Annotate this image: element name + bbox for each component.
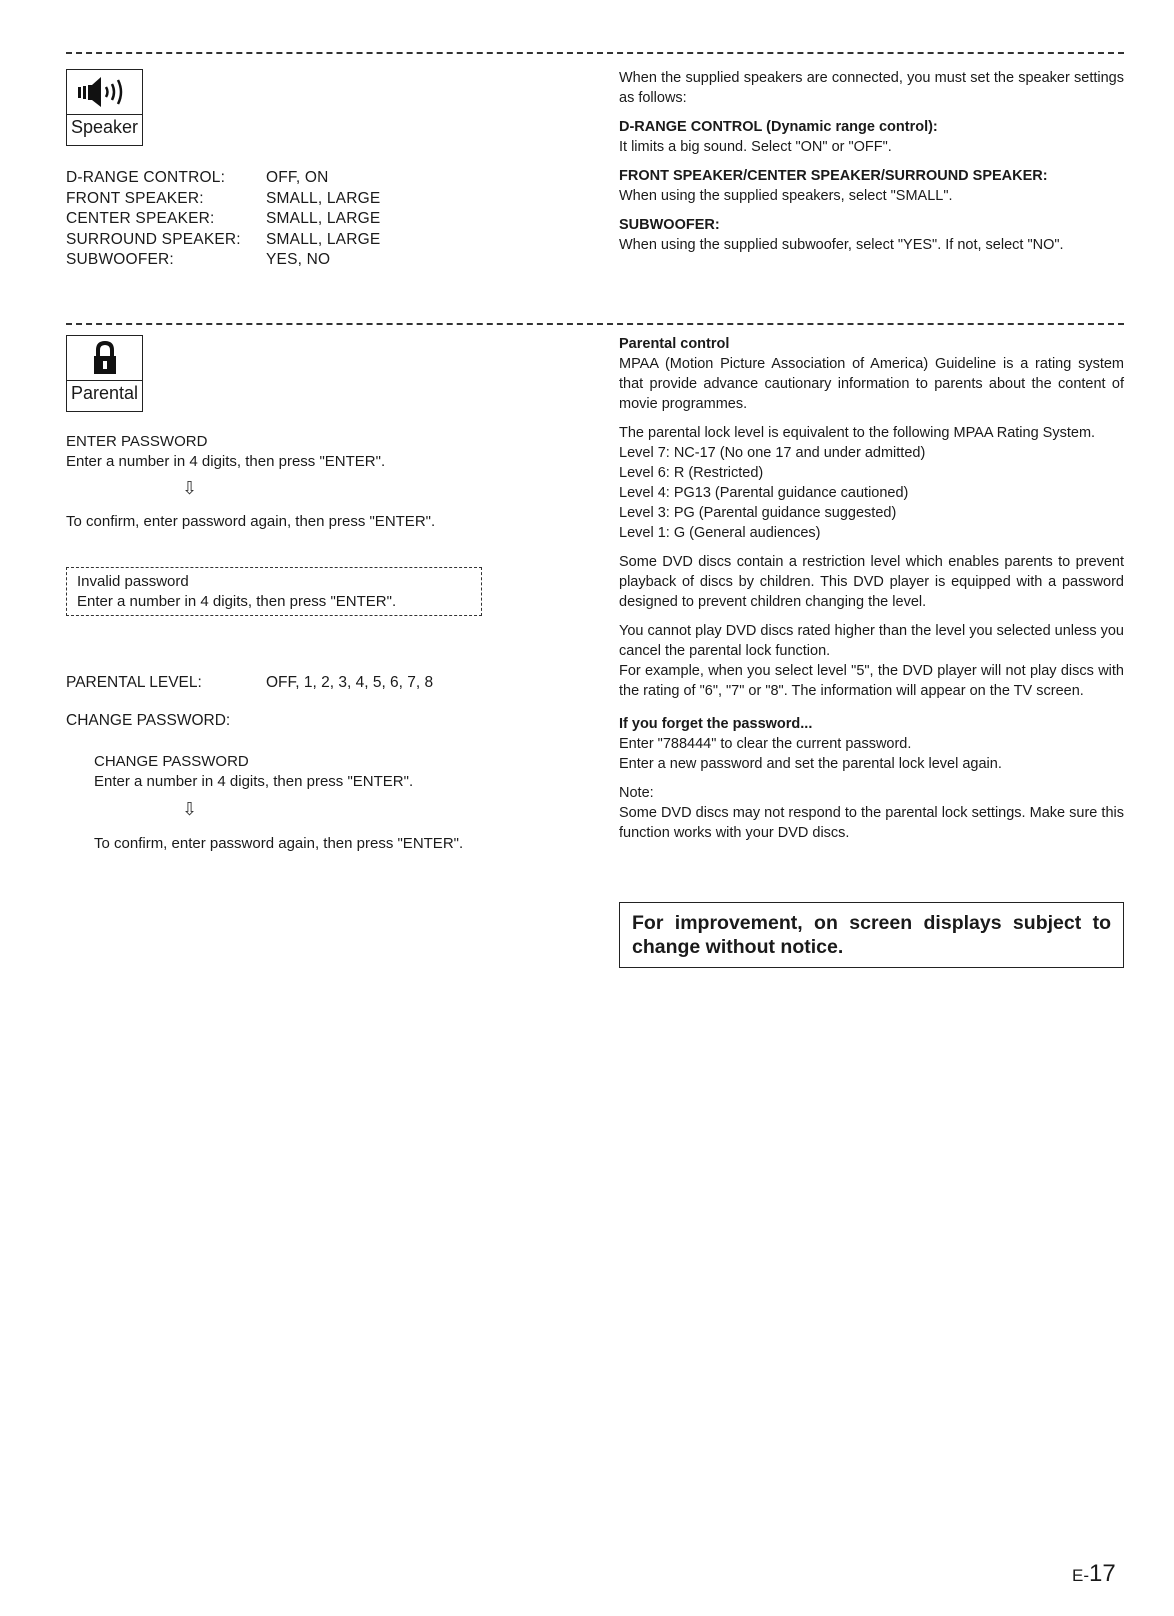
page-prefix: E-: [1072, 1566, 1089, 1585]
setting-value: SMALL, LARGE: [266, 189, 381, 207]
speaker-menu-icon: [66, 69, 143, 146]
forget-password-line: Enter a new password and set the parental lock level again.: [619, 756, 1002, 772]
level-item: Level 7: NC-17 (No one 17 and under admitted): [619, 445, 926, 461]
speaker-icon: [74, 70, 136, 114]
parental-level-key: PARENTAL LEVEL:: [66, 674, 202, 691]
top-dashed-divider: [66, 52, 1124, 54]
notice-box: For improvement, on screen displays subject to change without notice.: [619, 902, 1124, 968]
forget-password-line: Enter "788444" to clear the current password.: [619, 736, 912, 752]
middle-dashed-divider: [66, 323, 1124, 325]
padlock-icon: [90, 336, 120, 380]
setting-key: FRONT SPEAKER:: [66, 189, 204, 207]
parental-description: [619, 334, 1124, 843]
invalid-password-title: Invalid password: [77, 573, 189, 590]
note-label: Note:: [619, 785, 654, 801]
levels-intro: The parental lock level is equivalent to the following MPAA Rating System.: [619, 425, 1096, 441]
parental-menu-icon: [66, 335, 143, 412]
page-number: [1072, 1560, 1116, 1590]
level-item: Level 3: PG (Parental guidance suggested): [619, 505, 897, 521]
setting-row-subwoofer: [66, 250, 380, 271]
setting-row-drange: [66, 168, 380, 189]
setting-value: SMALL, LARGE: [266, 230, 381, 248]
restriction-text: Some DVD discs contain a restriction level which enables parents to prevent playback of discs by children. This DVD player is equipped with a password designed to prevent children changing the level.: [619, 554, 1124, 610]
setting-value: SMALL, LARGE: [266, 210, 381, 227]
down-arrow-icon: ⇩: [182, 799, 198, 819]
enter-password-title: ENTER PASSWORD: [66, 433, 208, 450]
parental-control-text: MPAA (Motion Picture Association of America) Guideline is a rating system that provide advance cautionary information to parents about the content of movie programmes.: [619, 356, 1124, 412]
drange-heading: D-RANGE CONTROL (Dynamic range control):: [619, 119, 938, 135]
parental-level-value: OFF, 1, 2, 3, 4, 5, 6, 7, 8: [266, 674, 434, 691]
invalid-password-box: [66, 567, 482, 616]
cannot-play-text: You cannot play DVD discs rated higher than the level you selected unless you cancel the parental lock function.: [619, 623, 1124, 659]
setting-key: SUBWOOFER:: [66, 251, 174, 268]
down-arrow-icon: ⇩: [182, 478, 198, 498]
parental-icon-label: Parental: [67, 380, 142, 406]
change-password-title: CHANGE PASSWORD: [94, 753, 249, 770]
level-item: Level 1: G (General audiences): [619, 525, 821, 541]
setting-key: D-RANGE CONTROL:: [66, 169, 226, 186]
drange-text: It limits a big sound. Select "ON" or "OFF".: [619, 139, 892, 155]
invalid-password-instruction: Enter a number in 4 digits, then press "ENTER".: [77, 593, 397, 610]
change-password-instruction: Enter a number in 4 digits, then press "ENTER".: [94, 773, 414, 790]
enter-password-instruction: Enter a number in 4 digits, then press "ENTER".: [66, 453, 386, 470]
change-password-key: CHANGE PASSWORD:: [66, 712, 231, 729]
speaker-description: [619, 68, 1124, 255]
subwoofer-text: When using the supplied subwoofer, select "YES". If not, select "NO".: [619, 237, 1064, 253]
page-digits: 17: [1089, 1560, 1116, 1587]
subwoofer-heading: SUBWOOFER:: [619, 217, 720, 233]
speaker-settings-table: [66, 168, 380, 271]
level-item: Level 6: R (Restricted): [619, 465, 764, 481]
setting-value: YES, NO: [266, 251, 331, 268]
setting-value: OFF, ON: [266, 169, 329, 186]
confirm-password-instruction: To confirm, enter password again, then press "ENTER".: [66, 513, 436, 530]
front-speaker-text: When using the supplied speakers, select "SMALL".: [619, 188, 953, 204]
setting-row-front: [66, 189, 380, 210]
speaker-intro: When the supplied speakers are connected, you must set the speaker settings as follows:: [619, 70, 1124, 106]
level-item: Level 4: PG13 (Parental guidance cautioned): [619, 485, 909, 501]
setting-key: CENTER SPEAKER:: [66, 210, 215, 227]
speaker-icon-label: Speaker: [67, 114, 142, 140]
setting-row-surround: [66, 230, 380, 251]
example-text: For example, when you select level "5", the DVD player will not play discs with the rating of "6", "7" or "8". The information will appear on the TV screen.: [619, 663, 1124, 699]
parental-control-heading: Parental control: [619, 336, 730, 352]
forget-password-heading: If you forget the password...: [619, 716, 813, 732]
change-confirm-instruction: To confirm, enter password again, then press "ENTER".: [94, 835, 464, 852]
setting-key: SURROUND SPEAKER:: [66, 230, 241, 248]
front-speaker-heading: FRONT SPEAKER/CENTER SPEAKER/SURROUND SPEAKER:: [619, 168, 1048, 184]
setting-row-center: [66, 209, 380, 230]
note-text: Some DVD discs may not respond to the parental lock settings. Make sure this function works with your DVD discs.: [619, 805, 1124, 841]
